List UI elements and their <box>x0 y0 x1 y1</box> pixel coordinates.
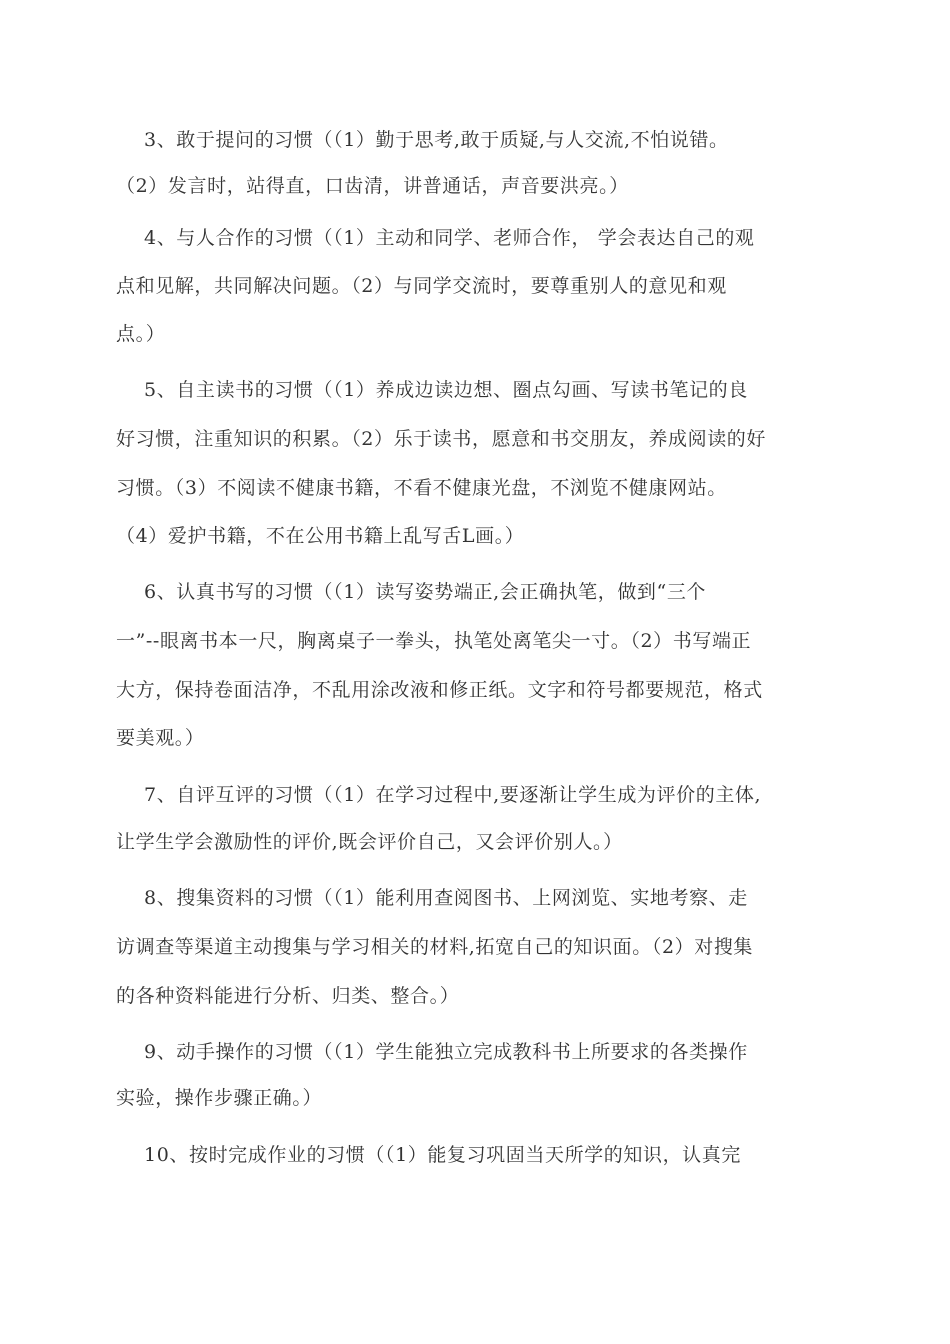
para-4-line-3: 点。） <box>116 323 166 345</box>
para-4-line-2: 点和见解，共同解决问题。（2）与同学交流时，要尊重别人的意见和观 <box>116 275 727 297</box>
para-9-line-1: 9、动手操作的习惯（（1）学生能独立完成教科书上所要求的各类操作 <box>144 1041 748 1063</box>
para-8-line-1: 8、搜集资料的习惯（（1）能利用查阅图书、上网浏览、实地考察、走 <box>144 887 748 909</box>
para-7-line-2: 让学生学会激励性的评价,既会评价自己，又会评价别人。） <box>116 831 623 853</box>
para-8-line-3: 的各种资料能进行分析、归类、整合。） <box>116 985 460 1007</box>
para-6-line-1: 6、认真书写的习惯（（1）读写姿势端正,会正确执笔，做到“三个 <box>144 581 707 603</box>
para-10-line-1: 10、按时完成作业的习惯（（1）能复习巩固当天所学的知识，认真完 <box>144 1144 741 1166</box>
para-5-line-4: （4）爱护书籍，不在公用书籍上乱写舌L画。） <box>116 525 525 547</box>
para-3-line-2: （2）发言时，站得直，口齿清，讲普通话，声音要洪亮。） <box>116 175 629 197</box>
para-6-line-4: 要美观。） <box>116 727 205 749</box>
para-5-line-3: 习惯。（3）不阅读不健康书籍，不看不健康光盘，不浏览不健康网站。 <box>116 477 727 499</box>
para-8-line-2: 访调查等渠道主动搜集与学习相关的材料,拓宽自己的知识面。（2）对搜集 <box>116 936 754 958</box>
para-6-line-2: 一”--眼离书本一尺，胸离桌子一拳头，执笔处离笔尖一寸。（2）书写端正 <box>116 630 752 652</box>
para-5-line-1: 5、自主读书的习惯（（1）养成边读边想、圈点勾画、写读书笔记的良 <box>144 379 748 401</box>
para-4-line-1: 4、与人合作的习惯（（1）主动和同学、老师合作， 学会表达自己的观 <box>144 227 755 249</box>
para-7-line-1: 7、自评互评的习惯（（1）在学习过程中,要逐渐让学生成为评价的主体, <box>144 784 762 806</box>
para-5-line-2: 好习惯，注重知识的积累。（2）乐于读书，愿意和书交朋友，养成阅读的好 <box>116 428 766 450</box>
para-9-line-2: 实验，操作步骤正确。） <box>116 1087 323 1109</box>
para-6-line-3: 大方，保持卷面洁净，不乱用涂改液和修正纸。文字和符号都要规范，格式 <box>116 679 763 701</box>
para-3-line-1: 3、敢于提问的习惯（（1）勤于思考,敢于质疑,与人交流,不怕说错。 <box>144 129 729 151</box>
